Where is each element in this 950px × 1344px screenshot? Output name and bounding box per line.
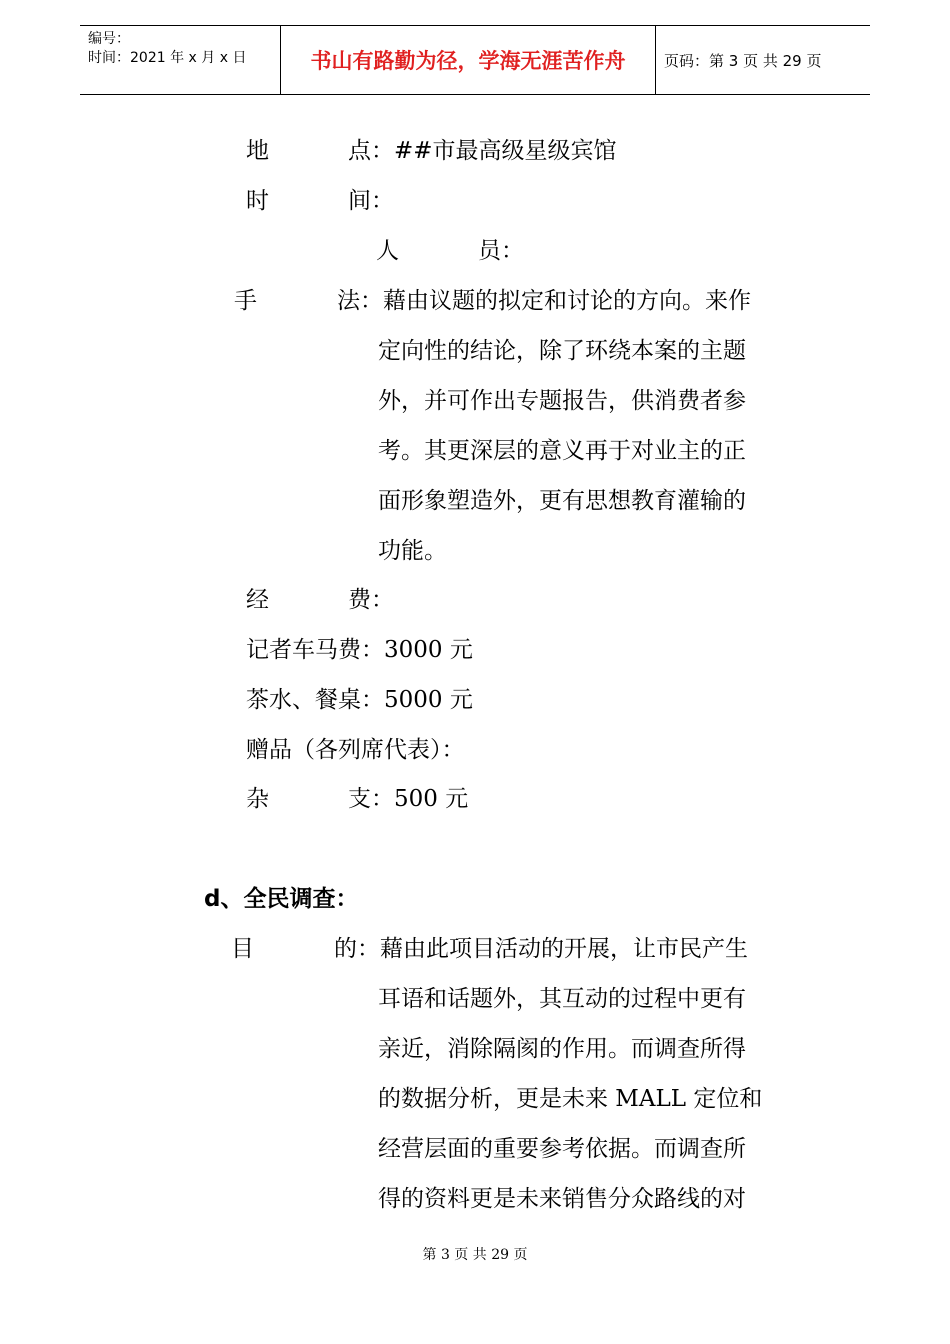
cost-item: 赠品（各列席代表）： <box>246 737 465 763</box>
method-line: 外，并可作出专题报告，供消费者参 <box>378 388 746 414</box>
doc-date: 时间：2021 年 x 月 x 日 <box>88 50 247 66</box>
cost-item: 记者车马费：3000 元 <box>246 637 473 663</box>
purpose-line: 的数据分析，更是未来 MALL 定位和 <box>378 1086 763 1112</box>
cost-label-a: 经 <box>246 587 269 613</box>
page-footer: 第 3 页 共 29 页 <box>422 1247 528 1263</box>
staff-text: 员： <box>478 238 524 264</box>
cost-text: 费： <box>348 587 394 613</box>
purpose-text: 的：藉由此项目活动的开展，让市民产生 <box>334 936 748 962</box>
time-text: 间： <box>348 188 394 214</box>
misc-text: 支：500 元 <box>348 786 469 812</box>
venue-text: 点：##市最高级星级宾馆 <box>348 138 617 164</box>
page-header <box>80 25 870 95</box>
purpose-line: 亲近，消除隔阂的作用。而调查所得 <box>378 1036 746 1062</box>
method-text: 法：藉由议题的拟定和讨论的方向。来作 <box>337 288 751 314</box>
staff-label-a: 人 <box>376 238 399 264</box>
time-label-a: 时 <box>246 188 269 214</box>
method-label-a: 手 <box>234 288 257 314</box>
method-line: 功能。 <box>378 538 447 564</box>
purpose-line: 经营层面的重要参考依据。而调查所 <box>378 1136 746 1162</box>
section-title: d、全民调查： <box>204 886 359 912</box>
method-line: 定向性的结论，除了环绕本案的主题 <box>378 338 746 364</box>
header-page-info: 页码：第 3 页 共 29 页 <box>664 51 822 70</box>
venue-label-a: 地 <box>246 138 269 164</box>
purpose-line: 耳语和话题外，其互动的过程中更有 <box>378 986 746 1012</box>
cost-item: 茶水、餐桌：5000 元 <box>246 687 473 713</box>
method-line: 考。其更深层的意义再于对业主的正 <box>378 438 746 464</box>
header-meta <box>80 26 280 94</box>
method-line: 面形象塑造外，更有思想教育灌输的 <box>378 488 746 514</box>
doc-number-label: 编号： <box>88 31 130 47</box>
header-slogan: 书山有路勤为径，学海无涯苦作舟 <box>280 26 656 94</box>
purpose-line: 得的资料更是未来销售分众路线的对 <box>378 1186 746 1212</box>
misc-label-a: 杂 <box>246 786 269 812</box>
purpose-label-a: 目 <box>231 936 254 962</box>
